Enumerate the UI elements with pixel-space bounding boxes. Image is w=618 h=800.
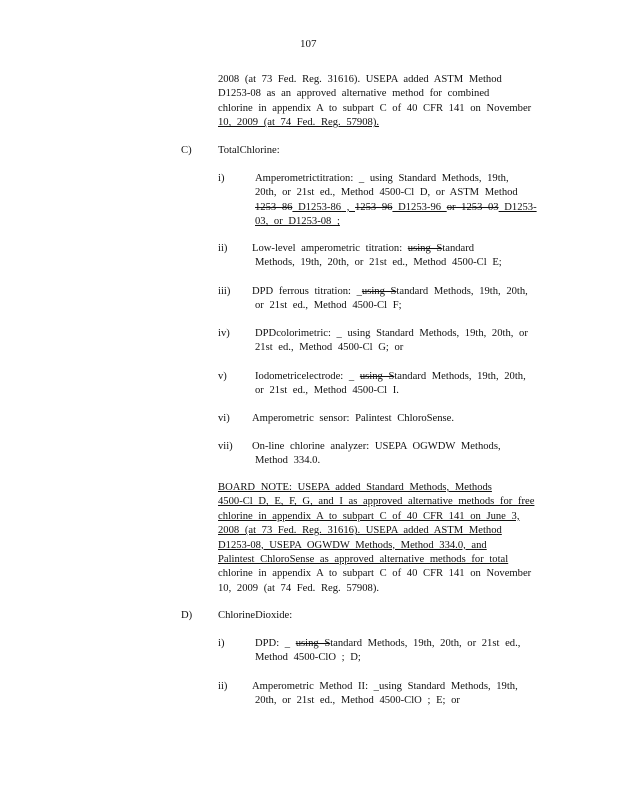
item-line: 03, or D1253-08 ; — [255, 216, 340, 228]
item-number: vi) — [218, 413, 230, 424]
item-line: DPDcolorimetric: _ using Standard Methods, 19th, 20th, or — [255, 328, 528, 339]
board-note-line: 4500-Cl D, E, F, G, and I as approved alternative methods for free — [218, 496, 535, 508]
inserted-text: D1253- — [498, 201, 537, 213]
item-number: v) — [218, 371, 227, 382]
section-c-letter: C) — [181, 145, 192, 156]
item-text: DPD ferrous titration: _ — [252, 286, 362, 297]
item-line: Amperometrictitration: _ using Standard Methods, 19th, — [255, 173, 509, 184]
item-line: Methods, 19th, 20th, or 21st ed., Method 4500-Cl E; — [255, 257, 502, 269]
item-line: 20th, or 21st ed., Method 4500-Cl D, or ASTM Method — [255, 187, 518, 199]
total-chlorine-item-dpd-ferrous — [252, 285, 528, 314]
item-line: Amperometric Method II: _using Standard Methods, 19th, — [252, 681, 518, 692]
item-text: Iodometricelectrode: _ — [255, 371, 360, 382]
section-d-letter: D) — [181, 610, 193, 621]
total-chlorine-item-low-level — [252, 242, 502, 271]
item-text: tandard Methods, 19th, 20th, — [394, 371, 526, 382]
item-line: 20th, or 21st ed., Method 4500-ClO ; E; or — [255, 695, 460, 707]
intro-note-line: 2008 (at 73 Fed. Reg. 31616). USEPA added ASTM Method — [218, 74, 502, 85]
inserted-text: D1253-96 — [392, 201, 447, 213]
board-note-line: Palintest ChloroSense as approved alternative methods for total — [218, 554, 509, 566]
board-note-line: 10, 2009 (at 74 Fed. Reg. 57908). — [218, 582, 380, 594]
board-note-line: D1253-08, USEPA OGWDW Methods, Method 334.0, and — [218, 539, 487, 551]
item-line: 21st ed., Method 4500-Cl G; or — [255, 342, 404, 354]
deleted-text: 1253 86 — [255, 201, 293, 213]
item-number: i) — [218, 173, 225, 184]
deleted-text: using S — [295, 638, 331, 649]
item-text: DPD: _ — [255, 638, 296, 649]
total-chlorine-item-iodometric — [255, 370, 526, 399]
item-number: iii) — [218, 286, 231, 297]
item-line — [255, 201, 537, 215]
item-text: tandard Methods, 19th, 20th, — [396, 286, 528, 297]
total-chlorine-item-online-analyzer — [252, 440, 501, 469]
section-d-title: ChlorineDioxide: — [218, 610, 293, 621]
deleted-text: 1253 96 — [355, 201, 393, 213]
item-text: tandard — [442, 243, 475, 254]
item-line: or 21st ed., Method 4500-Cl I. — [255, 385, 399, 397]
item-line — [255, 370, 526, 384]
item-number: i) — [218, 638, 225, 649]
chlorine-dioxide-item-amperometric — [252, 680, 518, 709]
item-number: ii) — [218, 243, 228, 254]
total-chlorine-item-dpd-colorimetric — [255, 327, 528, 356]
item-line: Amperometric sensor: Palintest ChloroSense. — [252, 413, 455, 424]
deleted-text: using S — [359, 371, 395, 382]
item-line: Method 334.0. — [255, 455, 321, 467]
item-text: Low-level amperometric titration: — [252, 243, 408, 254]
board-note — [218, 481, 534, 596]
intro-note-line: D1253-08 as an approved alternative method for combined — [218, 88, 490, 100]
board-note-line: BOARD NOTE: USEPA added Standard Methods, Methods — [218, 482, 492, 493]
total-chlorine-item-amperometric — [255, 172, 537, 230]
page-number: 107 — [300, 38, 317, 50]
item-number: iv) — [218, 328, 230, 339]
board-note-line: 2008 (at 73 Fed. Reg. 31616). USEPA added ASTM Method — [218, 525, 502, 537]
section-c-title: TotalChlorine: — [218, 145, 280, 156]
item-line: or 21st ed., Method 4500-Cl F; — [255, 300, 402, 312]
intro-note — [218, 73, 531, 131]
board-note-line: chlorine in appendix A to subpart C of 40 CFR 141 on November — [218, 568, 532, 580]
intro-note-line: chlorine in appendix A to subpart C of 40 CFR 141 on November — [218, 102, 532, 114]
deleted-text: or 1253 03 — [446, 201, 499, 213]
intro-note-line: 10, 2009 (at 74 Fed. Reg. 57908). — [218, 117, 380, 129]
item-line — [252, 242, 502, 256]
item-line — [252, 285, 528, 299]
deleted-text: using S — [407, 243, 443, 254]
item-number: vii) — [218, 441, 233, 452]
deleted-text: using S — [361, 286, 397, 297]
item-number: ii) — [218, 681, 228, 692]
inserted-text: , — [341, 201, 355, 213]
item-text: tandard Methods, 19th, 20th, or 21st ed., — [330, 638, 521, 649]
item-line — [255, 637, 520, 651]
inserted-text: D1253-86 — [292, 201, 342, 213]
board-note-line: chlorine in appendix A to subpart C of 40 CFR 141 on June 3, — [218, 510, 520, 522]
total-chlorine-item-sensor — [252, 412, 454, 426]
item-line: On-line chlorine analyzer: USEPA OGWDW Methods, — [252, 441, 501, 452]
item-line: Method 4500-ClO ; D; — [255, 652, 361, 664]
chlorine-dioxide-item-dpd — [255, 637, 520, 666]
